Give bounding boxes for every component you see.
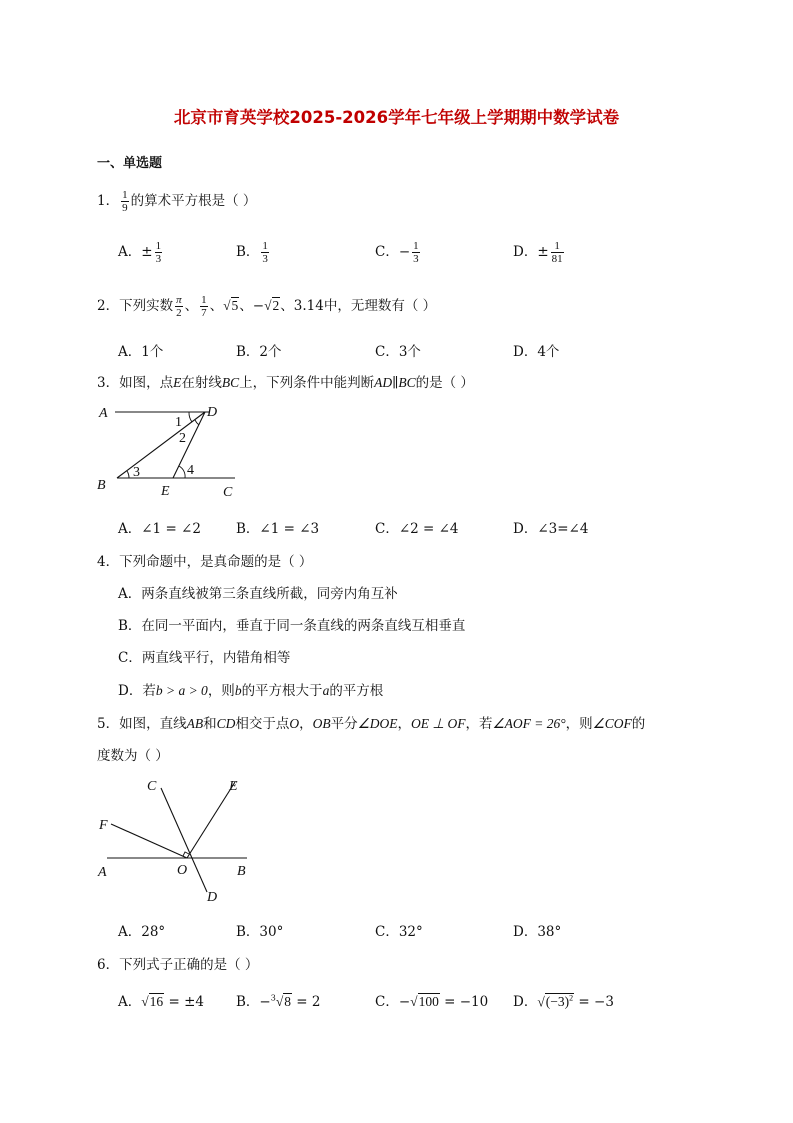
denominator: 2	[176, 307, 182, 319]
sqrt: √5	[223, 298, 239, 313]
q3-option-d[interactable]: D．∠3=∠4	[513, 521, 589, 537]
denominator: 3	[262, 253, 268, 265]
q4-option-a[interactable]: A．两条直线被第三条直线所截，同旁内角互补	[118, 586, 398, 602]
option-text: 的平方根大于	[241, 683, 323, 699]
math-expr: ∠COF	[592, 716, 632, 731]
math-var: OB	[312, 716, 331, 731]
math-var: CD	[216, 716, 236, 731]
separator: 、−	[239, 298, 265, 314]
q4-option-b[interactable]: B．在同一平面内，垂直于同一条直线的两条直线互相垂直	[118, 618, 466, 634]
angle-arc-3	[127, 471, 129, 478]
q1-option-d[interactable]	[513, 240, 566, 265]
point-label-d: D	[207, 405, 218, 420]
math-expr: ∠AOF = 26°	[492, 716, 566, 731]
question-text: 2．下列实数	[97, 298, 174, 314]
radicand	[545, 993, 574, 1009]
option-text: = 2	[292, 994, 321, 1010]
angle-label-1: 1	[175, 415, 182, 430]
numerator: π	[176, 294, 182, 306]
question-text: 的算术平方根是（ ）	[130, 193, 257, 209]
exam-title: 北京市育英学校2025-2026学年七年级上学期期中数学试卷	[173, 108, 620, 127]
numerator: 1	[155, 240, 162, 252]
section-heading: 一、单选题	[97, 156, 163, 171]
question-6: 6．下列式子正确的是（ ）	[97, 957, 259, 973]
math-var: E	[173, 375, 182, 390]
question-text: ，若	[465, 716, 493, 732]
question-3	[97, 371, 474, 391]
option-label: A．	[118, 244, 142, 260]
q3-figure	[95, 400, 255, 502]
question-number: 1．	[97, 193, 120, 209]
option-text: = −10	[439, 994, 489, 1010]
sign: ±	[537, 244, 549, 260]
sign: ±	[141, 244, 153, 260]
question-text: ，则	[565, 716, 593, 732]
option-text: = ±4	[164, 994, 204, 1010]
option-label: C．−	[375, 994, 411, 1010]
angle-label-3: 3	[133, 465, 140, 480]
option-label: D．	[513, 244, 538, 260]
q5-figure	[95, 772, 265, 907]
point-label-a: A	[99, 406, 108, 421]
ray-of	[111, 824, 187, 858]
sqrt: √16	[141, 994, 164, 1009]
q3-option-a[interactable]: A．∠1 = ∠2	[118, 521, 201, 537]
point-label-o: O	[177, 863, 188, 878]
sqrt: √2	[264, 298, 280, 313]
denominator: 3	[155, 253, 162, 265]
question-text: 的是（ ）	[415, 375, 474, 391]
option-label: D．	[513, 994, 538, 1010]
option-label: A．	[118, 994, 142, 1010]
q6-option-b[interactable]	[236, 990, 320, 1010]
numerator: 1	[413, 240, 419, 252]
point-label-a: A	[98, 865, 107, 880]
radicand: 5	[231, 298, 239, 313]
base: (−3)	[545, 994, 570, 1009]
option-text: ，则	[207, 683, 235, 699]
point-label-d: D	[207, 890, 218, 905]
separator: 、	[184, 298, 199, 314]
punct: ，	[299, 716, 313, 732]
q4-option-d[interactable]	[118, 679, 383, 699]
question-text: 上，下列条件中能判断	[239, 375, 375, 391]
q6-option-c[interactable]	[375, 990, 488, 1010]
numerator: 1	[551, 240, 564, 253]
option-text: = −3	[574, 994, 614, 1010]
question-text: 5．如图，直线	[97, 716, 187, 732]
point-label-c: C	[223, 485, 233, 500]
option-text: 的平方根	[329, 683, 384, 699]
fraction	[261, 240, 269, 265]
separator: 、	[209, 298, 224, 314]
q6-option-a[interactable]	[118, 990, 204, 1010]
question-text: 平分	[330, 716, 358, 732]
math-var: BC	[221, 375, 240, 390]
question-text: 3．如图，点	[97, 375, 174, 391]
math-var: b	[234, 683, 242, 698]
math-var: AD	[374, 375, 393, 390]
math-expr: OE ⊥ OF	[410, 716, 466, 731]
fraction	[121, 189, 129, 214]
q3-option-c[interactable]: C．∠2 = ∠4	[375, 521, 459, 537]
option-label: B．	[236, 244, 260, 260]
fraction	[200, 294, 208, 319]
denominator: 7	[201, 307, 207, 319]
q2-option-d[interactable]: D．4个	[513, 344, 560, 360]
point-label-b: B	[97, 478, 106, 493]
q5-option-b[interactable]: B．30°	[236, 924, 284, 940]
fraction	[551, 240, 564, 265]
question-text: 、3.14中，无理数有（ ）	[280, 298, 437, 314]
question-4: 4．下列命题中，是真命题的是（ ）	[97, 554, 313, 570]
math-var: AB	[186, 716, 204, 731]
exponent: 2	[569, 993, 574, 1003]
option-label: C．	[375, 244, 399, 260]
q1-option-b[interactable]	[236, 240, 271, 265]
q5-option-c[interactable]: C．32°	[375, 924, 423, 940]
q2-option-b[interactable]: B．2个	[236, 344, 282, 360]
math-expr: b > a > 0	[155, 683, 208, 698]
question-5-line-2: 度数为（ ）	[97, 748, 169, 764]
root-index: 3	[270, 993, 276, 1003]
math-var: a	[322, 683, 330, 698]
math-expr: ∠DOE	[357, 716, 398, 731]
angle-label-2: 2	[179, 431, 186, 446]
parallel-symbol: ∥	[392, 375, 399, 391]
denominator: 3	[413, 253, 419, 265]
point-label-f: F	[99, 818, 108, 833]
numerator: 1	[201, 294, 207, 306]
point-label-e: E	[161, 484, 170, 499]
punct: ，	[397, 716, 411, 732]
sqrt: √8	[275, 994, 291, 1009]
q3-option-b[interactable]: B．∠1 = ∠3	[236, 521, 320, 537]
q6-option-d[interactable]	[513, 990, 614, 1010]
angle-label-4: 4	[187, 463, 194, 478]
option-text: D．若	[118, 683, 156, 699]
question-1	[97, 189, 256, 214]
angle-arc-4	[179, 466, 185, 478]
math-var: BC	[398, 375, 416, 390]
fraction	[155, 240, 163, 265]
numerator: 1	[262, 240, 268, 252]
math-var: O	[289, 716, 300, 731]
radicand: 16	[149, 994, 164, 1009]
question-5-line-1	[97, 712, 645, 732]
fraction	[175, 294, 183, 319]
radicand: 8	[284, 994, 291, 1009]
fraction	[412, 240, 420, 265]
sqrt: $√(-3)^2$	[537, 993, 574, 1009]
sign: −	[398, 244, 411, 260]
sqrt: √100	[410, 994, 439, 1009]
radicand: 2	[272, 298, 280, 313]
q5-option-a[interactable]: A．28°	[118, 924, 166, 940]
question-text: 和	[203, 716, 217, 732]
ray-oe	[187, 782, 235, 858]
question-2	[97, 294, 436, 319]
point-label-c: C	[147, 779, 157, 794]
denominator: 81	[551, 253, 563, 265]
q1-option-c[interactable]	[375, 240, 422, 265]
point-label-b: B	[237, 864, 246, 879]
question-text: 在射线	[181, 375, 222, 391]
q5-option-d[interactable]: D．38°	[513, 924, 562, 940]
question-text: 相交于点	[235, 716, 290, 732]
angle-arc-1	[189, 412, 192, 422]
point-label-e: E	[229, 779, 238, 794]
q1-option-a[interactable]	[118, 240, 164, 265]
question-text: 的	[631, 716, 646, 732]
option-label: B．−	[236, 994, 271, 1010]
q2-option-c[interactable]: C．3个	[375, 344, 421, 360]
q2-option-a[interactable]: A．1个	[118, 344, 164, 360]
q4-option-c[interactable]: C．两直线平行，内错角相等	[118, 650, 291, 666]
radicand: 100	[418, 994, 439, 1009]
numerator: 1	[122, 189, 128, 201]
angle-arc-2	[195, 420, 199, 425]
denominator: 9	[122, 202, 128, 214]
